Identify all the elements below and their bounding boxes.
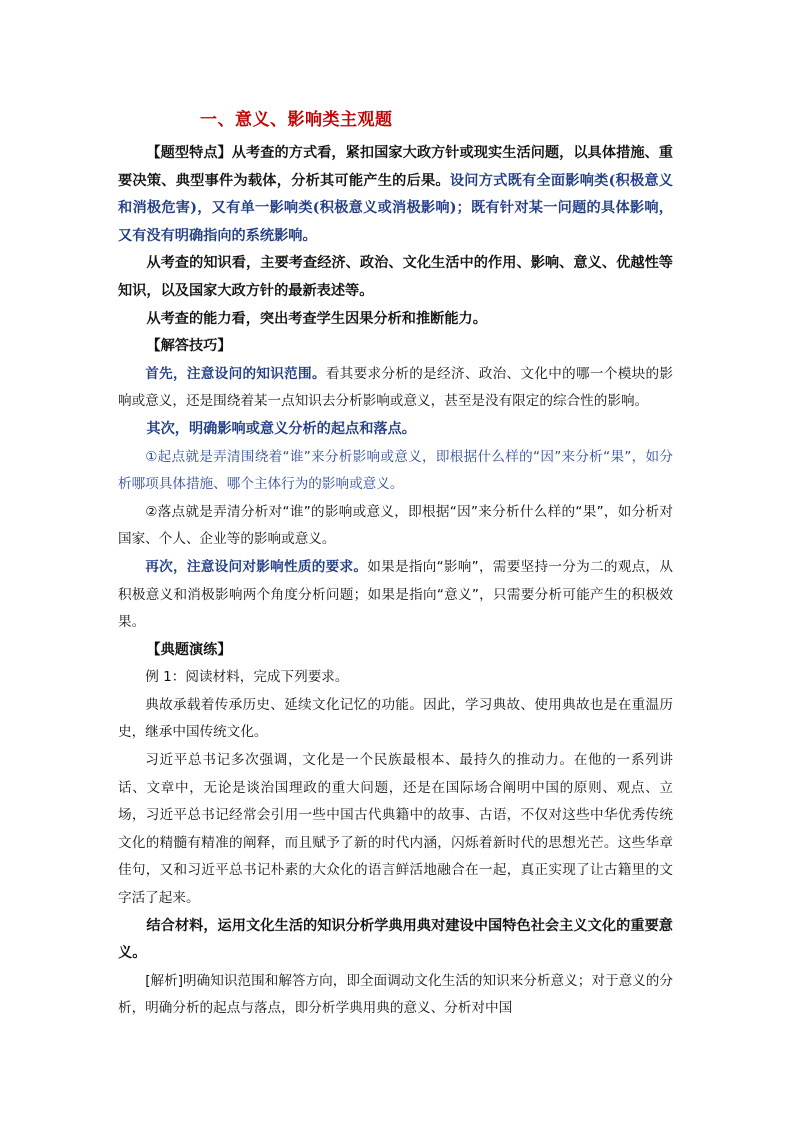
tip-first bbox=[118, 361, 673, 416]
feature-text: 从考查的方式看，紧扣国家大政方针或现实生活问题，以具体措施、重要决策、典型事件为载体，分析其可能产生的后果。 bbox=[118, 145, 673, 189]
knowledge-paragraph: 从考查的知识看，主要考查经济、政治、文化生活中的作用、影响、意义、优越性等知识，以及国家大政方针的最新表述等。 bbox=[118, 255, 673, 299]
tip-third-text: 如果是指向“影响”，需要坚持一分为二的观点，从积极意义和消极影响两个角度分析问题；如果是指向“意义”，只需要分析可能产生的积极效果。 bbox=[118, 558, 673, 631]
tip-third-lead: 再次，注意设问对影响性质的要求。 bbox=[145, 558, 368, 575]
tips-label: 【解答技巧】 bbox=[146, 338, 232, 355]
tip-first-text: 看其要求分析的是经济、政治、文化中的哪一个模块的影响或意义，还是围绕着某一点知识去分析影响或意义，甚至是没有限定的综合性的影响。 bbox=[118, 365, 673, 410]
example-1-prompt: 例 1：阅读材料，完成下列要求。 bbox=[145, 669, 349, 686]
feature-paragraph bbox=[118, 140, 673, 250]
material-paragraph-1: 典故承载着传承历史、延续文化记忆的功能。因此，学习典故、使用典故也是在重温历史，继承中国传统文化。 bbox=[118, 696, 673, 741]
tip-second-item-2: ②落点就是弄清分析对“谁”的影响或意义，即根据“因”来分析什么样的“果”，如分析对国家、个人、企业等的影响或意义。 bbox=[118, 503, 673, 548]
analysis-text: [解析]明确知识范围和解答方向，即全面调动文化生活的知识来分析意义；对于意义的分析，明确分析的起点与落点，即分析学典用典的意义、分析对中国 bbox=[118, 972, 673, 1017]
question-text: 结合材料，运用文化生活的知识分析学典用典对建设中国特色社会主义文化的重要意义。 bbox=[118, 917, 673, 962]
section-title: 一、意义、影响类主观题 bbox=[200, 110, 393, 130]
document-body bbox=[118, 140, 673, 1023]
ability-paragraph: 从考查的能力看，突出考查学生因果分析和推断能力。 bbox=[146, 310, 487, 327]
practice-label: 【典题演练】 bbox=[146, 641, 232, 658]
tip-second-item-1: ①起点就是弄清围绕着“谁”来分析影响或意义，即根据什么样的“因”来分析“果”，如分析哪项具体措施、哪个主体行为的影响或意义。 bbox=[118, 448, 673, 493]
tip-second-lead: 其次，明确影响或意义分析的起点和落点。 bbox=[146, 420, 416, 437]
feature-label: 【题型特点】 bbox=[146, 145, 232, 161]
tip-first-lead: 首先，注意设问的知识范围。 bbox=[145, 365, 326, 382]
material-paragraph-2: 习近平总书记多次强调，文化是一个民族最根本、最持久的推动力。在他的一系列讲话、文章中，无论是谈治国理政的重大问题，还是在国际场合阐明中国的原则、观点、立场，习近平总书记经常会引用一些中国古代典籍中的故事、古语，不仅对这些中华优秀传统文化的精髓有精准的阐释，而且赋予了新的时代内涵，闪烁着新时代的思想光芒。这些华章佳句，又和习近平总书记朴素的大众化的语言鲜活地融合在一起，真正实现了让古籍里的文字活了起来。 bbox=[118, 752, 673, 907]
tip-third bbox=[118, 554, 673, 637]
feature-question-text: 设问方式既有全面影响类(积极意义和消极危害)，又有单一影响类(积极意义或消极影响)；既有针对某一问题的具体影响，又有没有明确指向的系统影响。 bbox=[118, 172, 673, 244]
